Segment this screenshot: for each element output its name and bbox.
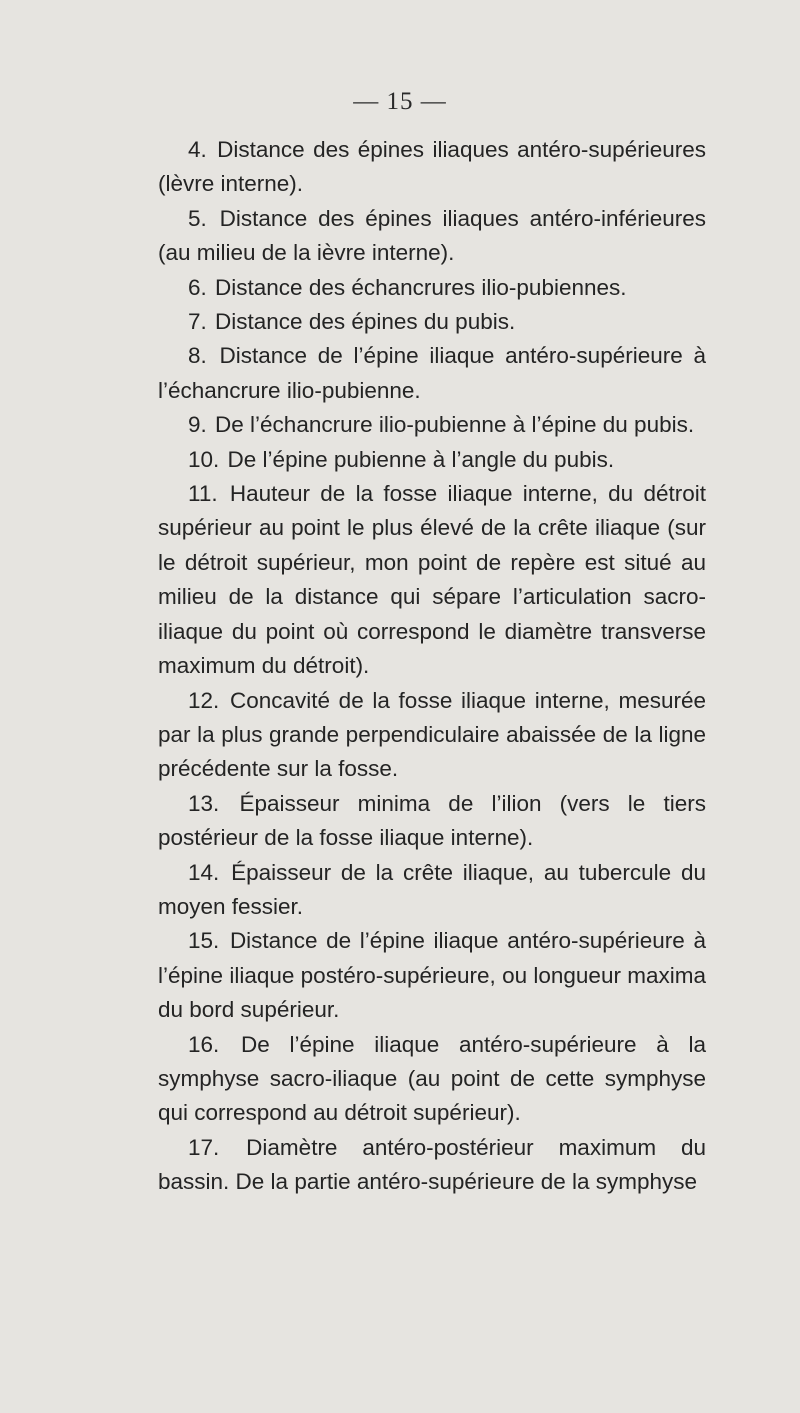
item-number: 14. <box>188 859 220 885</box>
list-item <box>158 856 706 925</box>
item-number: 15. <box>188 928 220 954</box>
item-text: Concavité de la fosse iliaque interne, mesurée par la plus grande perpendiculaire abaissée de la ligne précédente sur la fosse. <box>158 687 706 782</box>
list-item <box>158 1028 706 1131</box>
item-number: 16. <box>188 1031 220 1057</box>
list-item <box>158 133 706 202</box>
item-number: 9. <box>188 412 207 438</box>
item-text: Distance de l’épine iliaque antéro-supérieure à l’échancrure ilio-pubienne. <box>158 343 706 403</box>
item-number: 4. <box>188 137 207 162</box>
item-text: Hauteur de la fosse iliaque interne, du détroit supérieur au point le plus élevé de la crête iliaque (sur le détroit supérieur, mon point de repère est situé au milieu de la distance qui sépare l’articulation sacro-iliaque du point où correspond le diamètre transverse maximum du détroit). <box>158 481 706 679</box>
item-text: Distance des échancrures ilio-pubiennes. <box>215 274 627 300</box>
item-number: 5. <box>188 205 207 231</box>
item-text: Distance des épines iliaques antéro-supérieures (lèvre interne). <box>158 137 706 197</box>
item-number: 8. <box>188 343 207 369</box>
item-text: De l’épine pubienne à l’angle du pubis. <box>227 446 615 472</box>
item-number: 6. <box>188 274 207 300</box>
item-text: Distance de l’épine iliaque antéro-supérieure à l’épine iliaque postéro-supérieure, ou longueur maxima du bord supérieur. <box>158 928 706 1023</box>
item-number: 7. <box>188 309 207 335</box>
item-text: De l’épine iliaque antéro-supérieure à la symphyse sacro-iliaque (au point de cette symphyse qui correspond au détroit supérieur). <box>158 1031 706 1126</box>
list-item <box>158 305 706 339</box>
list-item <box>158 339 706 408</box>
item-text: Distance des épines du pubis. <box>215 309 516 335</box>
item-text: Diamètre antéro-postérieur maximum du bassin. De la partie antéro-supérieure de la symphyse <box>158 1134 706 1195</box>
item-number: 12. <box>188 687 220 713</box>
item-number: 11. <box>188 481 218 507</box>
item-text: Distance des épines iliaques antéro-inférieures (au milieu de la ièvre interne). <box>158 205 706 266</box>
measurement-list <box>158 133 706 1200</box>
item-text: Épaisseur de la crête iliaque, au tubercule du moyen fessier. <box>158 859 706 919</box>
list-item <box>158 271 706 305</box>
item-number: 13. <box>188 790 220 816</box>
item-number: 17. <box>188 1134 220 1160</box>
list-item <box>158 477 706 683</box>
list-item <box>158 684 706 787</box>
list-item <box>158 1131 706 1200</box>
item-text: De l’échancrure ilio-pubienne à l’épine du pubis. <box>215 412 695 438</box>
item-number: 10. <box>188 446 220 472</box>
list-item <box>158 202 706 271</box>
list-item <box>158 443 706 477</box>
list-item <box>158 408 706 442</box>
page-number: — 15 — <box>353 88 447 115</box>
list-item <box>158 787 706 856</box>
list-item <box>158 924 706 1027</box>
item-text: Épaisseur minima de l’ilion (vers le tiers postérieur de la fosse iliaque interne). <box>158 790 706 851</box>
